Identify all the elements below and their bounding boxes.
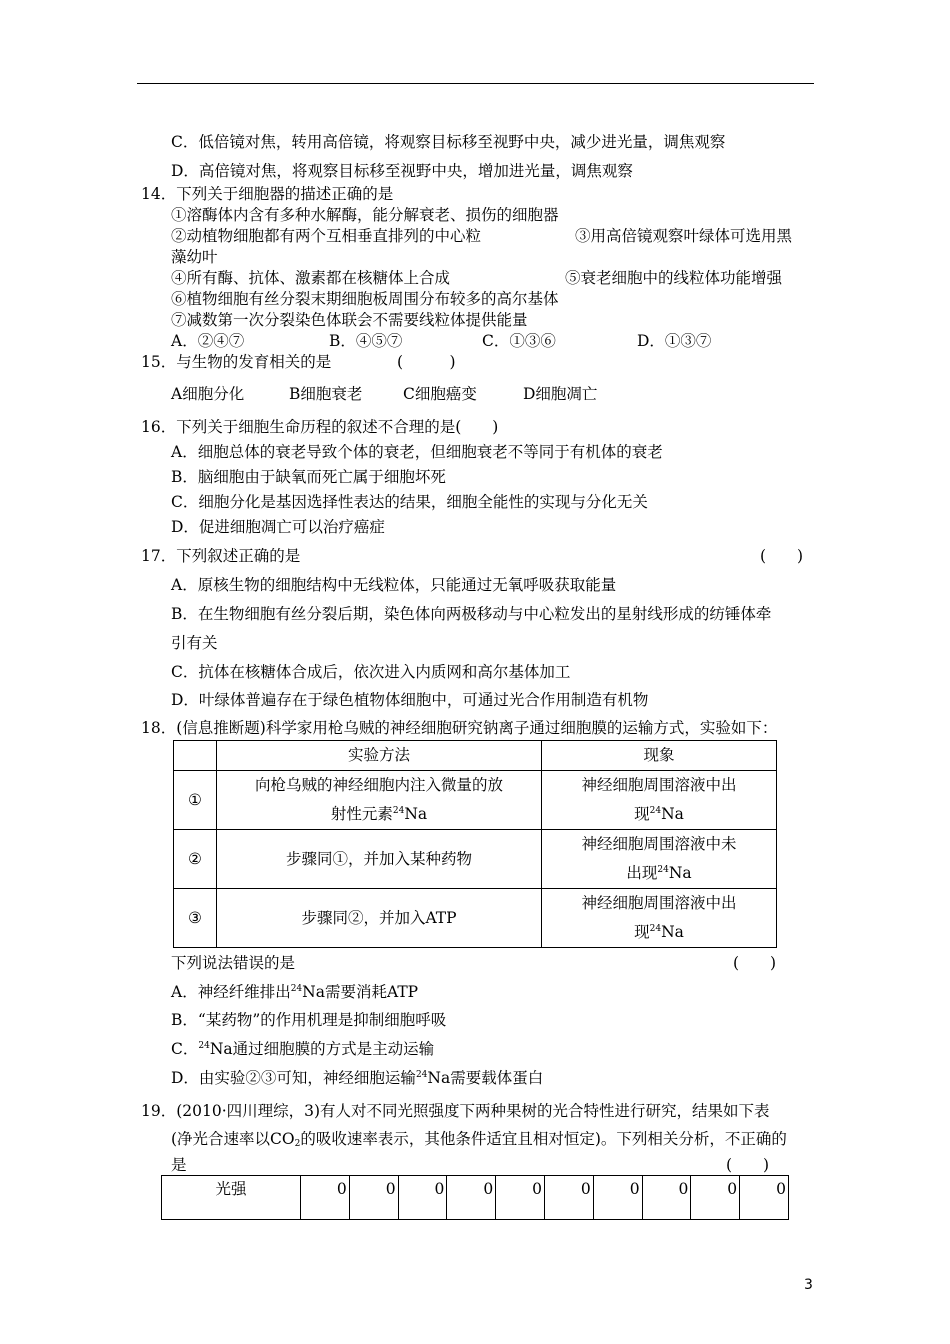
q19-cell: 0 bbox=[544, 1176, 593, 1220]
q14-statement-2: ②动植物细胞都有两个互相垂直排列的中心粒 bbox=[171, 227, 482, 245]
q14-statement-1: ①溶酶体内含有多种水解酶，能分解衰老、损伤的细胞器 bbox=[171, 206, 559, 224]
q14-stem: 14．下列关于细胞器的描述正确的是 bbox=[141, 185, 394, 203]
q18-question: 下列说法错误的是 bbox=[171, 954, 296, 972]
q19-cell: 0 bbox=[398, 1176, 447, 1220]
q18-row-method: 步骤同②，并加入ATP bbox=[217, 889, 542, 948]
q14-option-a: A．②④⑦ bbox=[171, 332, 245, 350]
q15-stem: 15．与生物的发育相关的是 bbox=[141, 353, 332, 371]
q19-cell: 0 bbox=[740, 1176, 789, 1220]
q19-answer-paren: ( ) bbox=[726, 1156, 770, 1174]
q17-stem: 17．下列叙述正确的是 bbox=[141, 547, 301, 565]
q19-stem-line-1: 19．(2010·四川理综，3)有人对不同光照强度下两种果树的光合特性进行研究，结果如下表 bbox=[141, 1102, 770, 1120]
q18-answer-paren: ( ) bbox=[733, 954, 777, 972]
q14-statement-6: ⑥植物细胞有丝分裂末期细胞板周围分布较多的高尔基体 bbox=[171, 290, 559, 308]
q15-option-a: A细胞分化 bbox=[171, 385, 245, 403]
q16-option-a: A．细胞总体的衰老导致个体的衰老，但细胞衰老不等同于有机体的衰老 bbox=[171, 443, 663, 461]
q15-option-b: B细胞衰老 bbox=[289, 385, 363, 403]
q14-option-c: C．①③⑥ bbox=[482, 332, 556, 350]
q19-cell: 0 bbox=[691, 1176, 740, 1220]
q17-option-b-cont: 引有关 bbox=[171, 634, 218, 652]
q19-row-light-intensity bbox=[162, 1176, 789, 1220]
q19-cell: 0 bbox=[301, 1176, 350, 1220]
q16-option-c: C．细胞分化是基因选择性表达的结果，细胞全能性的实现与分化无关 bbox=[171, 493, 648, 511]
q19-cell: 0 bbox=[593, 1176, 642, 1220]
q18-row-1 bbox=[174, 771, 777, 830]
q14-statement-5: ⑤衰老细胞中的线粒体功能增强 bbox=[565, 269, 783, 287]
q19-cell: 0 bbox=[496, 1176, 545, 1220]
q14-option-b: B．④⑤⑦ bbox=[329, 332, 403, 350]
q18-row-result: 神经细胞周围溶液中出 现$^{24}$Na bbox=[542, 889, 777, 948]
q19-stem-line-3: 是 bbox=[171, 1156, 187, 1174]
q13-option-c: C．低倍镜对焦，转用高倍镜，将观察目标移至视野中央，减少进光量，调焦观察 bbox=[171, 133, 726, 151]
q18-header-result: 现象 bbox=[542, 741, 777, 771]
q14-option-d: D．①③⑦ bbox=[637, 332, 712, 350]
q15-option-c: C细胞癌变 bbox=[403, 385, 477, 403]
q18-header-no bbox=[174, 741, 217, 771]
q18-row-result: 神经细胞周围溶液中未 出现$^{24}$Na bbox=[542, 830, 777, 889]
q18-row-no: ① bbox=[174, 771, 217, 830]
q14-statement-3-cont: 藻幼叶 bbox=[171, 248, 218, 266]
q18-row-no: ③ bbox=[174, 889, 217, 948]
q18-stem: 18．(信息推断题)科学家用枪乌贼的神经细胞研究钠离子通过细胞膜的运输方式，实验如下： bbox=[141, 719, 778, 737]
q17-option-a: A．原核生物的细胞结构中无线粒体，只能通过无氧呼吸获取能量 bbox=[171, 576, 617, 594]
q19-cell: 0 bbox=[642, 1176, 691, 1220]
q19-row-label: 光强 bbox=[162, 1176, 301, 1220]
q18-row-method: 向枪乌贼的神经细胞内注入微量的放 射性元素$^{24}$Na bbox=[217, 771, 542, 830]
q18-experiment-table bbox=[173, 740, 777, 948]
q16-option-d: D．促进细胞凋亡可以治疗癌症 bbox=[171, 518, 385, 536]
q19-cell: 0 bbox=[349, 1176, 398, 1220]
q16-stem: 16．下列关于细胞生命历程的叙述不合理的是( ) bbox=[141, 418, 499, 436]
q19-data-table bbox=[161, 1175, 789, 1220]
q18-option-b: B．“某药物”的作用机理是抑制细胞呼吸 bbox=[171, 1011, 447, 1029]
q14-statement-4: ④所有酶、抗体、激素都在核糖体上合成 bbox=[171, 269, 451, 287]
q16-option-b: B．脑细胞由于缺氧而死亡属于细胞坏死 bbox=[171, 468, 446, 486]
q18-option-c: C．$^{24}$Na通过细胞膜的方式是主动运输 bbox=[171, 1040, 435, 1058]
q14-statement-7: ⑦减数第一次分裂染色体联会不需要线粒体提供能量 bbox=[171, 311, 528, 329]
q18-row-no: ② bbox=[174, 830, 217, 889]
q18-row-3 bbox=[174, 889, 777, 948]
q18-option-d: D．由实验②③可知，神经细胞运输$^{24}$Na需要载体蛋白 bbox=[171, 1069, 544, 1087]
q17-option-b: B．在生物细胞有丝分裂后期，染色体向两极移动与中心粒发出的星射线形成的纺锤体牵 bbox=[171, 605, 772, 623]
page-number: 3 bbox=[804, 1277, 813, 1293]
q17-option-c: C．抗体在核糖体合成后，依次进入内质网和高尔基体加工 bbox=[171, 663, 571, 681]
q18-row-result: 神经细胞周围溶液中出 现$^{24}$Na bbox=[542, 771, 777, 830]
q19-stem-line-2: (净光合速率以$CO_2$的吸收速率表示，其他条件适宜且相对恒定)。下列相关分析，不正确的 bbox=[171, 1130, 787, 1149]
header-rule bbox=[137, 83, 814, 84]
q13-option-d: D．高倍镜对焦，将观察目标移至视野中央，增加进光量，调焦观察 bbox=[171, 162, 633, 180]
q17-option-d: D．叶绿体普遍存在于绿色植物体细胞中，可通过光合作用制造有机物 bbox=[171, 691, 649, 709]
q14-statement-3: ③用高倍镜观察叶绿体可选用黑 bbox=[575, 227, 793, 245]
q18-header-method: 实验方法 bbox=[217, 741, 542, 771]
q19-cell: 0 bbox=[447, 1176, 496, 1220]
q18-row-2 bbox=[174, 830, 777, 889]
q15-option-d: D细胞凋亡 bbox=[523, 385, 598, 403]
q18-row-method: 步骤同①，并加入某种药物 bbox=[217, 830, 542, 889]
q15-answer-paren: ( ) bbox=[397, 353, 456, 371]
q17-answer-paren: ( ) bbox=[760, 547, 804, 565]
q18-option-a: A．神经纤维排出$^{24}$Na需要消耗ATP bbox=[171, 983, 419, 1001]
